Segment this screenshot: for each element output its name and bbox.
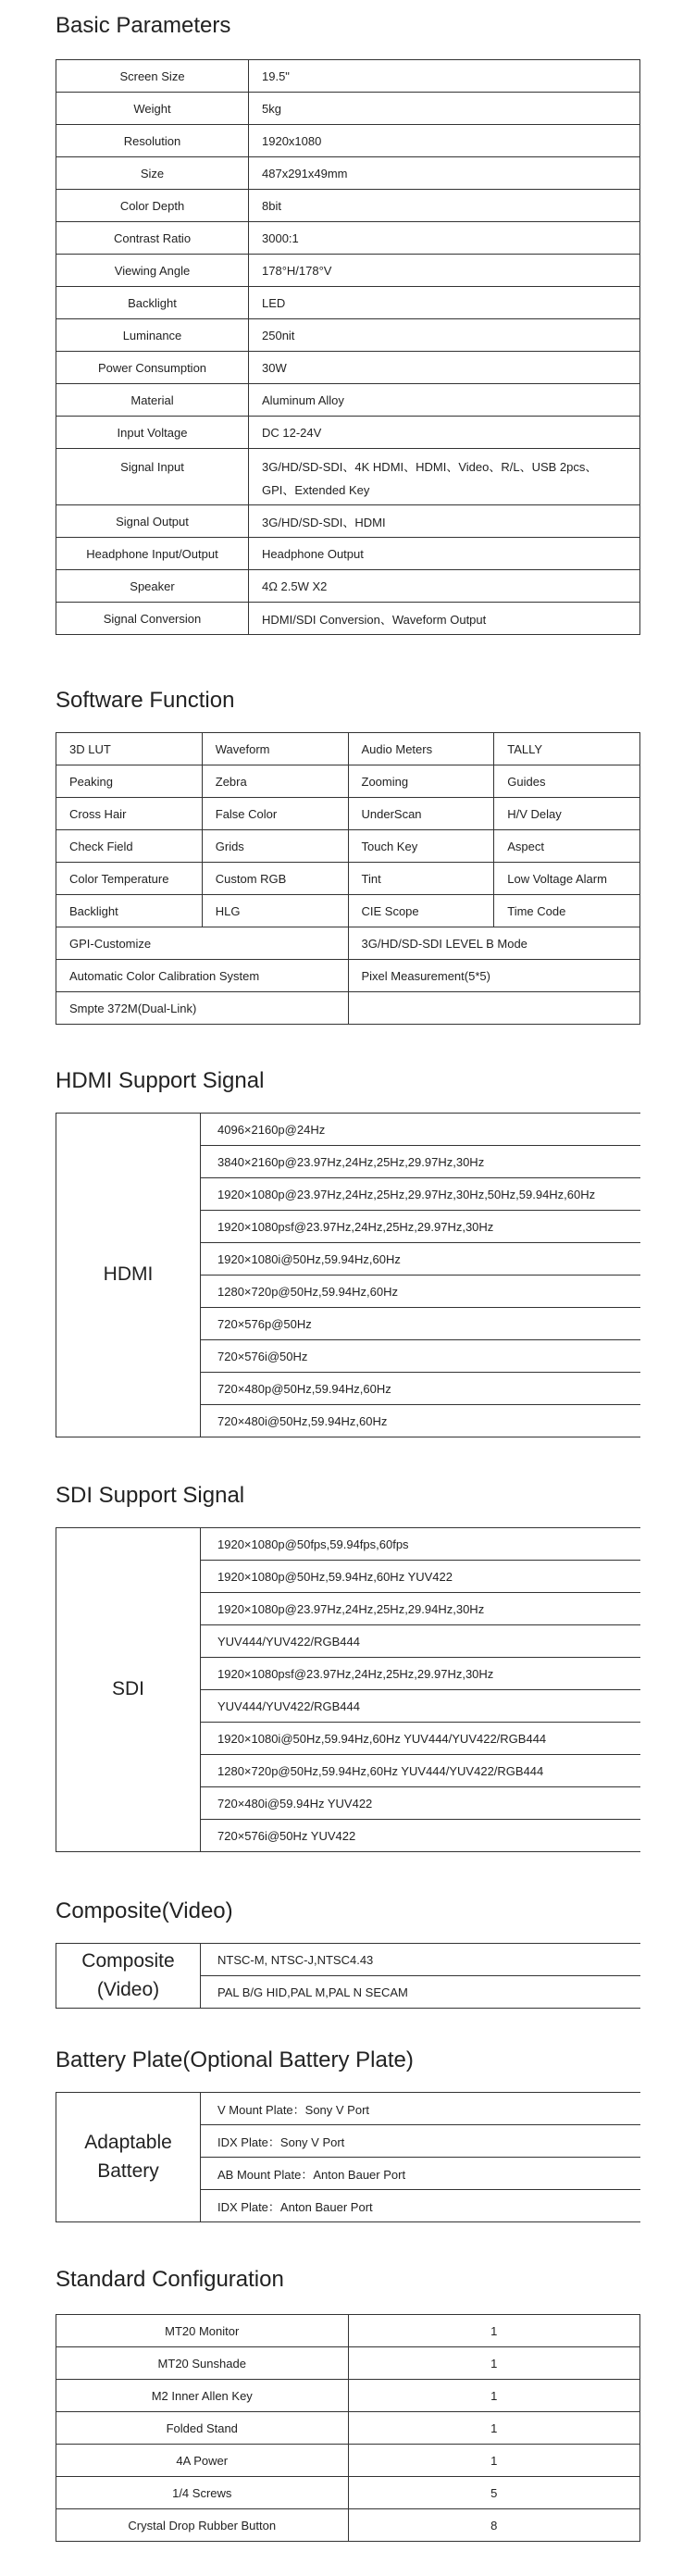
- parameter-value: [249, 384, 640, 417]
- parameter-row: [56, 93, 640, 125]
- configuration-item: 1/4 Screws: [56, 2477, 349, 2509]
- parameter-value: [249, 287, 640, 319]
- parameter-value-text: 4Ω 2.5W X2: [262, 579, 328, 593]
- battery-item: IDX Plate：Sony V Port: [201, 2125, 641, 2158]
- parameter-value-text: GPI、Extended Key: [262, 482, 370, 497]
- software-feature: 3D LUT: [56, 733, 203, 765]
- configuration-item: MT20 Monitor: [56, 2315, 349, 2347]
- composite-label-line2: (Video): [96, 1978, 160, 2000]
- software-row: [56, 863, 640, 895]
- parameter-value: [249, 157, 640, 190]
- software-function-table: [56, 732, 640, 1025]
- software-feature: Backlight: [56, 895, 203, 927]
- basic-parameters-title: Basic Parameters: [56, 13, 231, 38]
- parameter-value-text: 8bit: [262, 198, 281, 213]
- configuration-row: [56, 2445, 640, 2477]
- software-row: [56, 798, 640, 830]
- software-feature: HLG: [202, 895, 348, 927]
- signal-format: 720×480p@50Hz,59.94Hz,60Hz: [201, 1373, 641, 1405]
- parameter-row: [56, 157, 640, 190]
- software-row: [56, 733, 640, 765]
- software-row: [56, 830, 640, 863]
- basic-parameters-table: [56, 59, 640, 635]
- software-feature: Guides: [494, 765, 640, 798]
- software-feature: Automatic Color Calibration System: [56, 960, 349, 992]
- parameter-row: [56, 570, 640, 603]
- software-feature: Peaking: [56, 765, 203, 798]
- software-feature: Pixel Measurement(5*5): [348, 960, 640, 992]
- composite-item: NTSC-M, NTSC-J,NTSC4.43: [201, 1944, 641, 1976]
- parameter-row: [56, 449, 640, 505]
- signal-format: 720×576p@50Hz: [201, 1308, 641, 1340]
- parameter-label: Contrast Ratio: [56, 222, 249, 255]
- software-feature: Grids: [202, 830, 348, 863]
- software-feature: Check Field: [56, 830, 203, 863]
- parameter-label: Material: [56, 384, 249, 417]
- parameter-value-text: 19.5": [262, 68, 290, 83]
- software-row: [56, 992, 640, 1025]
- configuration-quantity: 5: [348, 2477, 640, 2509]
- software-feature: Color Temperature: [56, 863, 203, 895]
- software-feature: H/V Delay: [494, 798, 640, 830]
- standard-configuration-table: [56, 2314, 640, 2542]
- battery-label-line1: Adaptable: [84, 2132, 172, 2154]
- parameter-row: [56, 538, 640, 570]
- parameter-value-text: 1920x1080: [262, 133, 322, 148]
- software-feature: CIE Scope: [348, 895, 494, 927]
- configuration-quantity: 1: [348, 2315, 640, 2347]
- software-feature: Waveform: [202, 733, 348, 765]
- signal-format: 1920×1080p@50Hz,59.94Hz,60Hz YUV422: [201, 1561, 641, 1593]
- configuration-row: [56, 2509, 640, 2542]
- software-feature: False Color: [202, 798, 348, 830]
- parameter-row: [56, 255, 640, 287]
- signal-format: 720×576i@50Hz YUV422: [201, 1820, 641, 1852]
- parameter-value-text: DC 12-24V: [262, 425, 322, 440]
- parameter-row: [56, 125, 640, 157]
- parameter-value-text: Aluminum Alloy: [262, 392, 344, 407]
- parameter-value-text: 30W: [262, 360, 287, 375]
- composite-label: [56, 1944, 201, 2009]
- software-feature: Tint: [348, 863, 494, 895]
- hdmi-label: HDMI: [56, 1114, 201, 1437]
- parameter-value: [249, 570, 640, 603]
- signal-format: 720×576i@50Hz: [201, 1340, 641, 1373]
- sdi-label: SDI: [56, 1528, 201, 1852]
- battery-label-line2: Battery: [97, 2159, 159, 2182]
- configuration-row: [56, 2347, 640, 2380]
- composite-title: Composite(Video): [56, 1898, 233, 1923]
- software-function-title: Software Function: [56, 688, 235, 713]
- software-feature: [348, 992, 640, 1025]
- parameter-label: Speaker: [56, 570, 249, 603]
- parameter-value: [249, 125, 640, 157]
- parameter-label: Signal Conversion: [56, 603, 249, 635]
- battery-table: [56, 2092, 640, 2222]
- software-feature: Smpte 372M(Dual-Link): [56, 992, 349, 1025]
- software-row: [56, 960, 640, 992]
- signal-format: 1280×720p@50Hz,59.94Hz,60Hz: [201, 1276, 641, 1308]
- parameter-value: [249, 190, 640, 222]
- parameter-value-text: 487x291x49mm: [262, 166, 348, 180]
- software-feature: Cross Hair: [56, 798, 203, 830]
- parameter-row: [56, 505, 640, 538]
- configuration-item: 4A Power: [56, 2445, 349, 2477]
- parameter-value: [249, 319, 640, 352]
- parameter-value-text: 3G/HD/SD-SDI、4K HDMI、HDMI、Video、R/L、USB 2pcs、: [262, 460, 598, 474]
- configuration-item: MT20 Sunshade: [56, 2347, 349, 2380]
- parameter-value-text: 3G/HD/SD-SDI、HDMI: [262, 515, 386, 529]
- signal-format: 1920×1080p@23.97Hz,24Hz,25Hz,29.97Hz,30Hz,50Hz,59.94Hz,60Hz: [201, 1178, 641, 1211]
- sdi-support-title: SDI Support Signal: [56, 1483, 245, 1508]
- standard-configuration-title: Standard Configuration: [56, 2267, 284, 2292]
- software-feature: Time Code: [494, 895, 640, 927]
- battery-row: [56, 2093, 641, 2125]
- parameter-value: [249, 255, 640, 287]
- configuration-row: [56, 2315, 640, 2347]
- parameter-value-text: 178°H/178°V: [262, 263, 332, 278]
- parameter-label: Backlight: [56, 287, 249, 319]
- parameter-value: [249, 60, 640, 93]
- composite-row: [56, 1944, 641, 1976]
- parameter-label: Headphone Input/Output: [56, 538, 249, 570]
- parameter-row: [56, 603, 640, 635]
- battery-title: Battery Plate(Optional Battery Plate): [56, 2047, 414, 2072]
- parameter-label: Screen Size: [56, 60, 249, 93]
- configuration-row: [56, 2412, 640, 2445]
- hdmi-support-title: HDMI Support Signal: [56, 1068, 265, 1093]
- signal-format: 1280×720p@50Hz,59.94Hz,60Hz YUV444/YUV422/RGB444: [201, 1755, 641, 1787]
- software-feature: Custom RGB: [202, 863, 348, 895]
- composite-table: [56, 1943, 640, 2009]
- software-feature: UnderScan: [348, 798, 494, 830]
- composite-label-line1: Composite: [81, 1950, 175, 1972]
- signal-format: 3840×2160p@23.97Hz,24Hz,25Hz,29.97Hz,30Hz: [201, 1146, 641, 1178]
- configuration-item: M2 Inner Allen Key: [56, 2380, 349, 2412]
- parameter-value-text: 250nit: [262, 328, 295, 342]
- parameter-row: [56, 319, 640, 352]
- battery-label: [56, 2093, 201, 2222]
- signal-row: [56, 1114, 641, 1146]
- configuration-row: [56, 2380, 640, 2412]
- composite-item: PAL B/G HID,PAL M,PAL N SECAM: [201, 1976, 641, 2009]
- signal-format: 1920×1080psf@23.97Hz,24Hz,25Hz,29.97Hz,30Hz: [201, 1658, 641, 1690]
- software-feature: 3G/HD/SD-SDI LEVEL B Mode: [348, 927, 640, 960]
- signal-format: 720×480i@50Hz,59.94Hz,60Hz: [201, 1405, 641, 1437]
- parameter-value: [249, 603, 640, 635]
- parameter-row: [56, 222, 640, 255]
- software-feature: Zooming: [348, 765, 494, 798]
- parameter-row: [56, 384, 640, 417]
- parameter-value: [249, 93, 640, 125]
- configuration-row: [56, 2477, 640, 2509]
- signal-format: 1920×1080p@23.97Hz,24Hz,25Hz,29.94Hz,30Hz: [201, 1593, 641, 1625]
- configuration-quantity: 1: [348, 2347, 640, 2380]
- parameter-value-text: LED: [262, 295, 286, 310]
- software-feature: Aspect: [494, 830, 640, 863]
- parameter-label: Signal Output: [56, 505, 249, 538]
- configuration-quantity: 8: [348, 2509, 640, 2542]
- signal-format: YUV444/YUV422/RGB444: [201, 1625, 641, 1658]
- parameter-value: [249, 538, 640, 570]
- configuration-quantity: 1: [348, 2380, 640, 2412]
- hdmi-support-table: [56, 1113, 640, 1437]
- signal-format: YUV444/YUV422/RGB444: [201, 1690, 641, 1723]
- parameter-value-text: 3000:1: [262, 230, 299, 245]
- parameter-value-text: HDMI/SDI Conversion、Waveform Output: [262, 612, 487, 627]
- sdi-support-table: [56, 1527, 640, 1852]
- parameter-label: Resolution: [56, 125, 249, 157]
- software-feature: Audio Meters: [348, 733, 494, 765]
- signal-format: 1920×1080i@50Hz,59.94Hz,60Hz YUV444/YUV422/RGB444: [201, 1723, 641, 1755]
- signal-format: 1920×1080p@50fps,59.94fps,60fps: [201, 1528, 641, 1561]
- parameter-label: Input Voltage: [56, 417, 249, 449]
- software-feature: Zebra: [202, 765, 348, 798]
- parameter-label: Luminance: [56, 319, 249, 352]
- parameter-row: [56, 352, 640, 384]
- parameter-row: [56, 190, 640, 222]
- parameter-label: Viewing Angle: [56, 255, 249, 287]
- software-feature: TALLY: [494, 733, 640, 765]
- parameter-label: Weight: [56, 93, 249, 125]
- parameter-label: Color Depth: [56, 190, 249, 222]
- battery-item: V Mount Plate：Sony V Port: [201, 2093, 641, 2125]
- parameter-label: Size: [56, 157, 249, 190]
- signal-format: 1920×1080i@50Hz,59.94Hz,60Hz: [201, 1243, 641, 1276]
- parameter-value: [249, 417, 640, 449]
- software-feature: GPI-Customize: [56, 927, 349, 960]
- signal-format: 1920×1080psf@23.97Hz,24Hz,25Hz,29.97Hz,30Hz: [201, 1211, 641, 1243]
- parameter-row: [56, 417, 640, 449]
- parameter-value: [249, 352, 640, 384]
- battery-item: AB Mount Plate：Anton Bauer Port: [201, 2158, 641, 2190]
- signal-format: 720×480i@59.94Hz YUV422: [201, 1787, 641, 1820]
- software-row: [56, 927, 640, 960]
- configuration-item: Folded Stand: [56, 2412, 349, 2445]
- signal-format: 4096×2160p@24Hz: [201, 1114, 641, 1146]
- configuration-item: Crystal Drop Rubber Button: [56, 2509, 349, 2542]
- software-feature: Touch Key: [348, 830, 494, 863]
- parameter-value: [249, 449, 640, 505]
- parameter-value: [249, 505, 640, 538]
- configuration-quantity: 1: [348, 2445, 640, 2477]
- parameter-label: Signal Input: [56, 449, 249, 505]
- parameter-value: [249, 222, 640, 255]
- parameter-value-text: 5kg: [262, 101, 281, 116]
- software-row: [56, 765, 640, 798]
- battery-item: IDX Plate：Anton Bauer Port: [201, 2190, 641, 2222]
- parameter-row: [56, 60, 640, 93]
- parameter-label: Power Consumption: [56, 352, 249, 384]
- parameter-row: [56, 287, 640, 319]
- software-feature: Low Voltage Alarm: [494, 863, 640, 895]
- software-row: [56, 895, 640, 927]
- signal-row: [56, 1528, 641, 1561]
- parameter-value-text: Headphone Output: [262, 546, 364, 561]
- configuration-quantity: 1: [348, 2412, 640, 2445]
